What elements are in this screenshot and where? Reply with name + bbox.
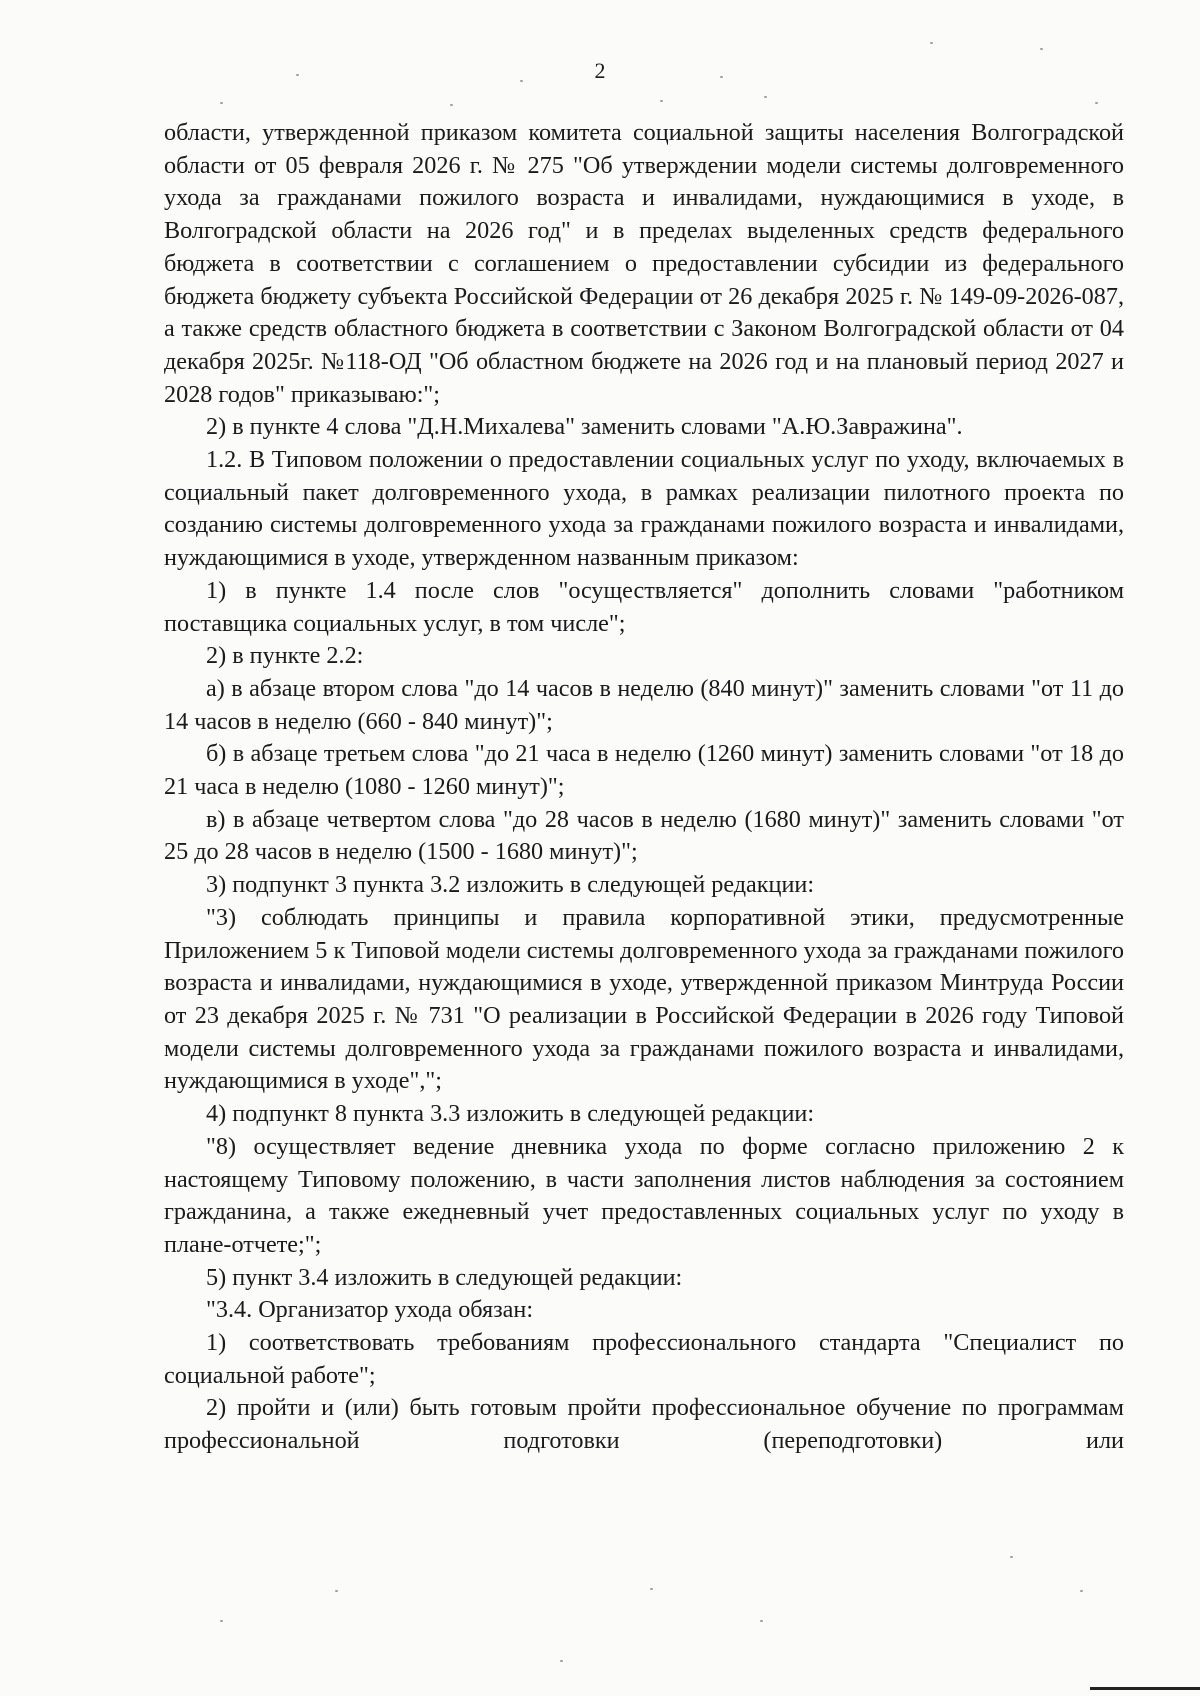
scan-speck [520,80,523,82]
paragraph-subitem-b: б) в абзаце третьем слова "до 21 часа в неделю (1260 минут) заменить словами "от 18 до 21 часа в неделю (1080 - 1260 минут)"; [164,740,1124,801]
paragraph-item-1-point-1-4: 1) в пункте 1.4 после слов "осуществляется" дополнить словами "работником поставщика социальных услуг, в том числе"; [164,576,1124,637]
scan-speck [220,1620,223,1622]
scan-speck [660,100,663,102]
paragraph-item-5: 5) пункт 3.4 изложить в следующей редакции: [206,1263,683,1291]
scan-speck [764,96,767,98]
scan-speck [296,74,299,76]
paragraph-section-1-2: 1.2. В Типовом положении о предоставлении социальных услуг по уходу, включаемых в социальный пакет долговременного ухода, в рамках реализации пилотного проекта по созданию системы долговременного ухода за гражданами пожилого возраста и инвалидами, нуждающимися в уходе, утвержденном названным приказом: [164,446,1124,572]
paragraph-preamble-continuation: области, утвержденной приказом комитета социальной защиты населения Волгоградской области от 05 февраля 2026 г. № 275 "Об утверждении модели системы долговременного ухода за гражданами пожилого возраста и инвалидами, нуждающимися в уходе, в Волгоградской области на 2026 год" и в пределах выделенных средств федерального бюджета в соответствии с соглашением о предоставлении субсидии из федерального бюджета бюджету субъекта Российской Федерации от 26 декабря 2025 г. № 149-09-2026-087, а также средств областного бюджета в соответствии с Законом Волгоградской области от 04 декабря 2025г. №118-ОД "Об областном бюджете на 2026 год и на плановый период 2027 и 2028 годов" приказываю:"; [164,119,1124,408]
scan-speck [220,102,223,104]
scan-speck [720,76,723,78]
page-number: 2 [594,58,606,83]
document-body [164,117,1124,1458]
scan-speck [1010,1556,1013,1558]
scan-speck [930,42,933,44]
scan-speck [1040,48,1043,50]
paragraph-item-4: 4) подпункт 8 пункта 3.3 изложить в следующей редакции: [206,1100,815,1128]
paragraph-section-3-4: "3.4. Организатор ухода обязан: [206,1296,534,1324]
paragraph-item-2-replace-name: 2) в пункте 4 слова "Д.Н.Михалева" заменить словами "А.Ю.Завражина". [206,413,963,441]
scan-speck [560,1660,563,1662]
paragraph-new-text-8: "8) осуществляет ведение дневника ухода по форме согласно приложению 2 к настоящему Типовому положению, в части заполнения листов наблюдения за состоянием гражданина, а также ежедневный учет предоставленных социальных услуг по уходу в плане-отчете;"; [164,1132,1124,1258]
paragraph-item-2-point-2-2: 2) в пункте 2.2: [206,642,364,670]
scan-edge-line [1090,1687,1200,1690]
paragraph-new-text-3: "3) соблюдать принципы и правила корпоративной этики, предусмотренные Приложением 5 к Типовой модели системы долговременного ухода за гражданами пожилого возраста и инвалидами, нуждающимися в уходе, утвержденной приказом Минтруда России от 23 декабря 2025 г. № 731 "О реализации в Российской Федерации в 2026 году Типовой модели системы долговременного ухода за гражданами пожилого возраста и инвалидами, нуждающимися в уходе","; [164,903,1124,1095]
scan-speck [650,1588,653,1590]
scan-speck [335,1590,338,1592]
paragraph-duty-2: 2) пройти и (или) быть готовым пройти профессиональное обучение по программам профессиональной подготовки (переподготовки) или [164,1394,1124,1455]
paragraph-item-3: 3) подпункт 3 пункта 3.2 изложить в следующей редакции: [206,871,815,899]
paragraph-subitem-v: в) в абзаце четвертом слова "до 28 часов в неделю (1680 минут)" заменить словами "от 25 до 28 часов в неделю (1500 - 1680 минут)"; [164,805,1124,866]
scan-speck [760,1620,763,1622]
scan-speck [1095,102,1098,104]
scan-speck [450,104,453,106]
paragraph-duty-1: 1) соответствовать требованиям профессионального стандарта "Специалист по социальной работе"; [164,1329,1124,1389]
paragraph-subitem-a: а) в абзаце втором слова "до 14 часов в неделю (840 минут)" заменить словами "от 11 до 14 часов в неделю (660 - 840 минут)"; [164,674,1124,735]
scan-speck [1080,1590,1083,1592]
